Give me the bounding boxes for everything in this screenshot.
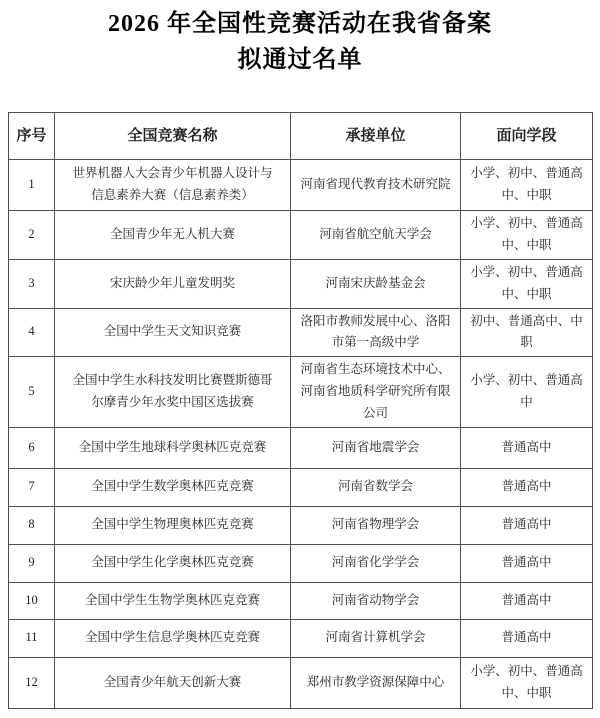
cell-name: 全国中学生地球科学奥林匹克竞赛: [55, 427, 291, 468]
cell-unit: 河南省计算机学会: [291, 619, 461, 657]
cell-no: 12: [9, 657, 55, 708]
table-row: [9, 357, 593, 428]
cell-no: 8: [9, 506, 55, 544]
cell-name: 全国青少年航天创新大赛: [55, 657, 291, 708]
cell-name: 宋庆龄少年儿童发明奖: [55, 259, 291, 308]
cell-no: 6: [9, 427, 55, 468]
table-body: [9, 160, 593, 709]
cell-no: 10: [9, 582, 55, 619]
column-header-name: 全国竞赛名称: [55, 113, 291, 160]
cell-no: 2: [9, 211, 55, 260]
cell-segment: 普通高中: [461, 506, 593, 544]
table-row: [9, 259, 593, 308]
title-line-2: 拟通过名单: [237, 47, 363, 73]
table-row: [9, 582, 593, 619]
column-header-no: 序号: [9, 113, 55, 160]
cell-unit: 河南宋庆龄基金会: [291, 259, 461, 308]
cell-name: 世界机器人大会青少年机器人设计与信息素养大赛（信息素养类）: [55, 160, 291, 211]
cell-no: 7: [9, 468, 55, 506]
table-row: [9, 544, 593, 582]
cell-no: 11: [9, 619, 55, 657]
column-header-unit: 承接单位: [291, 113, 461, 160]
cell-name: 全国中学生化学奥林匹克竞赛: [55, 544, 291, 582]
cell-segment: 普通高中: [461, 544, 593, 582]
cell-name: 全国中学生生物学奥林匹克竞赛: [55, 582, 291, 619]
document-title: [0, 6, 600, 78]
cell-segment: 初中、普通高中、中职: [461, 308, 593, 357]
cell-no: 4: [9, 308, 55, 357]
column-header-segment: 面向学段: [461, 113, 593, 160]
cell-segment: 普通高中: [461, 468, 593, 506]
cell-unit: 郑州市教学资源保障中心: [291, 657, 461, 708]
cell-segment: 小学、初中、普通高中、中职: [461, 259, 593, 308]
cell-name: 全国中学生水科技发明比赛暨斯德哥尔摩青少年水奖中国区选拔赛: [55, 357, 291, 428]
table-header-row: [9, 113, 593, 160]
table-row: [9, 619, 593, 657]
table-row: [9, 211, 593, 260]
cell-no: 5: [9, 357, 55, 428]
table-row: [9, 468, 593, 506]
document-page: [0, 6, 600, 718]
cell-no: 3: [9, 259, 55, 308]
title-line-1: 2026 年全国性竞赛活动在我省备案: [108, 11, 492, 37]
table-row: [9, 308, 593, 357]
cell-unit: 洛阳市教师发展中心、洛阳市第一高级中学: [291, 308, 461, 357]
cell-segment: 小学、初中、普通高中、中职: [461, 657, 593, 708]
cell-name: 全国中学生数学奥林匹克竞赛: [55, 468, 291, 506]
cell-name: 全国中学生物理奥林匹克竞赛: [55, 506, 291, 544]
cell-no: 1: [9, 160, 55, 211]
cell-unit: 河南省现代教育技术研究院: [291, 160, 461, 211]
cell-name: 全国中学生天文知识竞赛: [55, 308, 291, 357]
cell-segment: 小学、初中、普通高中、中职: [461, 211, 593, 260]
cell-unit: 河南省航空航天学会: [291, 211, 461, 260]
cell-unit: 河南省动物学会: [291, 582, 461, 619]
table-row: [9, 506, 593, 544]
cell-name: 全国中学生信息学奥林匹克竞赛: [55, 619, 291, 657]
cell-unit: 河南省化学学会: [291, 544, 461, 582]
cell-unit: 河南省地震学会: [291, 427, 461, 468]
cell-segment: 小学、初中、普通高中、中职: [461, 160, 593, 211]
competition-table: [8, 112, 593, 709]
cell-segment: 普通高中: [461, 582, 593, 619]
cell-unit: 河南省物理学会: [291, 506, 461, 544]
cell-segment: 普通高中: [461, 427, 593, 468]
table-row: [9, 657, 593, 708]
cell-segment: 普通高中: [461, 619, 593, 657]
table-header: [9, 113, 593, 160]
table-row: [9, 427, 593, 468]
table-row: [9, 160, 593, 211]
cell-no: 9: [9, 544, 55, 582]
cell-name: 全国青少年无人机大赛: [55, 211, 291, 260]
cell-unit: 河南省生态环境技术中心、河南省地质科学研究所有限公司: [291, 357, 461, 428]
cell-segment: 小学、初中、普通高中: [461, 357, 593, 428]
cell-unit: 河南省数学会: [291, 468, 461, 506]
